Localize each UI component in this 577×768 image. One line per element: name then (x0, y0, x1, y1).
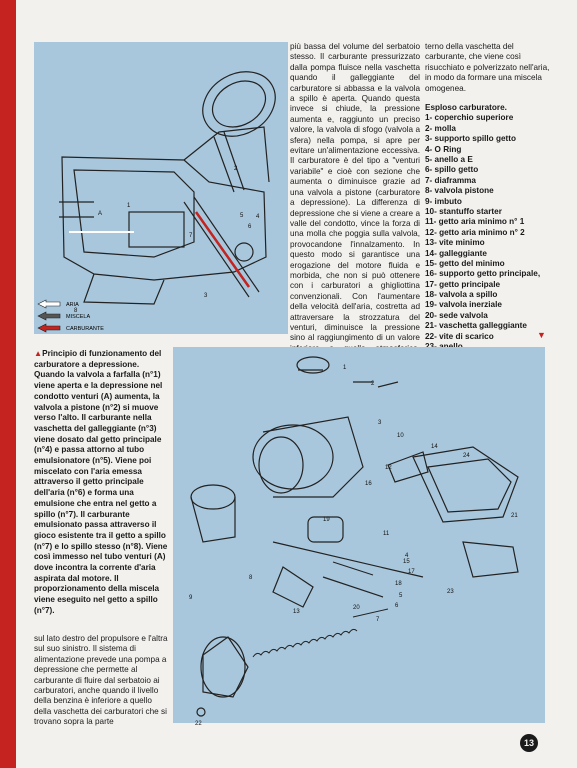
part-item: 7- diaframma (425, 175, 476, 185)
fig2-label: 10 (397, 433, 404, 439)
part-item: 16- supporto getto principale, (425, 269, 541, 279)
part-item: 15- getto del minimo (425, 258, 505, 268)
page-number: 13 (520, 734, 538, 752)
air-arrow-icon (38, 300, 60, 308)
part-item: 2- molla (425, 123, 456, 133)
fig2-label: 21 (511, 513, 518, 519)
page-edge-bar (0, 0, 16, 768)
part-item: 20- sede valvola (425, 310, 488, 320)
part-item: 17- getto principale (425, 279, 501, 289)
part-item: 11- getto aria minimo n° 1 (425, 217, 525, 227)
exploded-view-title: Esploso carburatore. (425, 103, 507, 113)
fig2-label: 7 (376, 617, 380, 623)
part-item: 1- coperchio superiore (425, 113, 514, 123)
legend-air: ARIA (66, 302, 79, 308)
part-item: 10- stantuffo starter (425, 206, 502, 216)
fig2-label: 2 (371, 381, 375, 387)
part-item: 14- galleggiante (425, 248, 487, 258)
column-1-bottom-text: sul lato destro del propulsore e l'altra sul suo sinistro. Il sistema di alimentazione prevede una pompa a depressione che permette al carburante di fluire dal serbatoio ai carburatori, anche quando il livello della benzina è inferiore a quello della vaschetta dei carburatori che si trovano sopra la parte (34, 634, 168, 727)
fig1-label: 7 (189, 233, 193, 239)
fig2-label: 1 (343, 365, 347, 371)
caption-marker-icon: ▲ (34, 349, 43, 358)
column-3 (425, 42, 550, 363)
column-2-text: più bassa del volume del serbatoio stesso. Il carburante pressurizzato dalla pompa fluisce nella vaschetta quando il galleggiante del carburatore si abbassa e la valvola a spillo è aperta. Quando questa invece si chiude, la pressione aumenta e, raggiunto un preciso valore, la valvola di sfogo (valvola a sfera) nella pompa, si apre per evitare un'alimentazione eccessiva. Il carburatore è del tipo a "venturi variabile" e cioè con sezione che aumenta o diminuisce grazie ad una valvola a pistone (carburatore a depressione). La differenza di depressione che si viene a creare a valle del condotto, vince la forza di una molla che poggia sulla valvola, provocandone l'innalzamento. In questo modo si garantisce una erogazione del motore fluida e morbida, che non si può ottenere con i carburatori a ghigliottina convenzionali. Con l'aumentare della velocità dell'aria, costretta ad attraversare la strozzatura del venturi, diminuisce la pressione sino al raggiungimento di un valore (290, 42, 420, 343)
fig2-label: 15 (403, 559, 410, 565)
part-item: 3- supporto spillo getto (425, 134, 516, 144)
part-item: 9- imbuto (425, 196, 462, 206)
fig1-label: 5 (240, 213, 244, 219)
part-item: 8- valvola pistone (425, 186, 494, 196)
fig2-label: 8 (249, 575, 253, 581)
fig2-label: 23 (447, 589, 454, 595)
legend-mixture: MISCELA (66, 314, 91, 320)
fig1-label: 6 (248, 224, 252, 230)
exploded-view-drawing (173, 347, 545, 727)
part-item: 13- vite minimo (425, 238, 485, 248)
fig1-label: 4 (256, 214, 260, 220)
part-item: 19- valvola inerziale (425, 300, 502, 310)
fig2-label: 22 (195, 721, 202, 727)
fig1-label: 3 (204, 293, 208, 299)
fig2-label: 16 (365, 481, 372, 487)
caption-text: Principio di funzionamento del carburatore a depressione. Quando la valvola a farfalla (n°1) viene aperta e la depressione nel condotto venturi (A) aumenta, la valvola a pistone (n°2) si muove verso l'alto. Il carburante nella vaschetta del galleggiante (n°3) viene dosato dal getto principale (n°4) e passa attorno al tubo emulsionatore (n°5). Viene poi miscelato con l'aria emessa attraverso il getto principale dell'aria (n°6) e forma una emulsione che entra nel getto a spillo (n°7). Il carburante emulsionato passa attraverso il gioco esistente tra il getto a spillo (n°7) e lo spillo stesso (n°8). Viene così immesso nel tubo venturi (A) dove incontra la corrente d'aria aspirata dal motore. Il proporzionamento della miscela viene eseguito nel getto a spillo (n°7). (34, 349, 168, 615)
part-item: 22- vite di scarico (425, 331, 494, 341)
fig2-label: 3 (378, 420, 382, 426)
fig2-label: 4 (405, 553, 409, 559)
end-marker-icon: ▼ (537, 330, 546, 340)
exploded-view-figure (173, 347, 545, 727)
fig2-label: 18 (395, 581, 402, 587)
column-1-bottom (34, 634, 169, 728)
part-item: 18- valvola a spillo (425, 290, 498, 300)
fig1-label: 1 (127, 203, 131, 209)
fig2-label: 20 (353, 605, 360, 611)
part-item: 12- getto aria minimo n° 2 (425, 227, 525, 237)
mixture-arrow-icon (38, 312, 60, 320)
column-2 (290, 42, 420, 365)
fig2-label: 24 (463, 453, 470, 459)
fig2-label: 9 (189, 595, 193, 601)
part-item: 6- spillo getto (425, 165, 479, 175)
fig2-label: 17 (408, 569, 415, 575)
fig1-label: 8 (74, 308, 78, 314)
part-item: 4- O Ring (425, 144, 462, 154)
fig2-label: 5 (399, 593, 403, 599)
carburetor-section-drawing (34, 42, 288, 334)
fig2-label: 13 (293, 609, 300, 615)
column-3-intro: terno della vaschetta del carburante, che viene così risucchiato e polverizzato nell'aria, in modo da formare una miscela omogenea. (425, 42, 550, 93)
part-item: 5- anello a E (425, 155, 473, 164)
fig2-label: 19 (323, 517, 330, 523)
legend-fuel: CARBURANTE (66, 326, 104, 332)
fig2-label: 6 (395, 603, 399, 609)
parts-list (425, 113, 550, 362)
figure-caption (34, 349, 169, 617)
carburetor-section-figure (34, 42, 288, 334)
fig1-label: A (98, 211, 103, 217)
fig2-label: 12 (385, 465, 392, 471)
fuel-arrow-icon (38, 324, 60, 332)
flow-legend (38, 300, 104, 332)
part-item: 21- vaschetta galleggiante (425, 321, 527, 331)
fig2-label: 14 (431, 444, 438, 450)
fig1-label: 2 (234, 166, 238, 172)
fig2-label: 11 (383, 531, 390, 537)
